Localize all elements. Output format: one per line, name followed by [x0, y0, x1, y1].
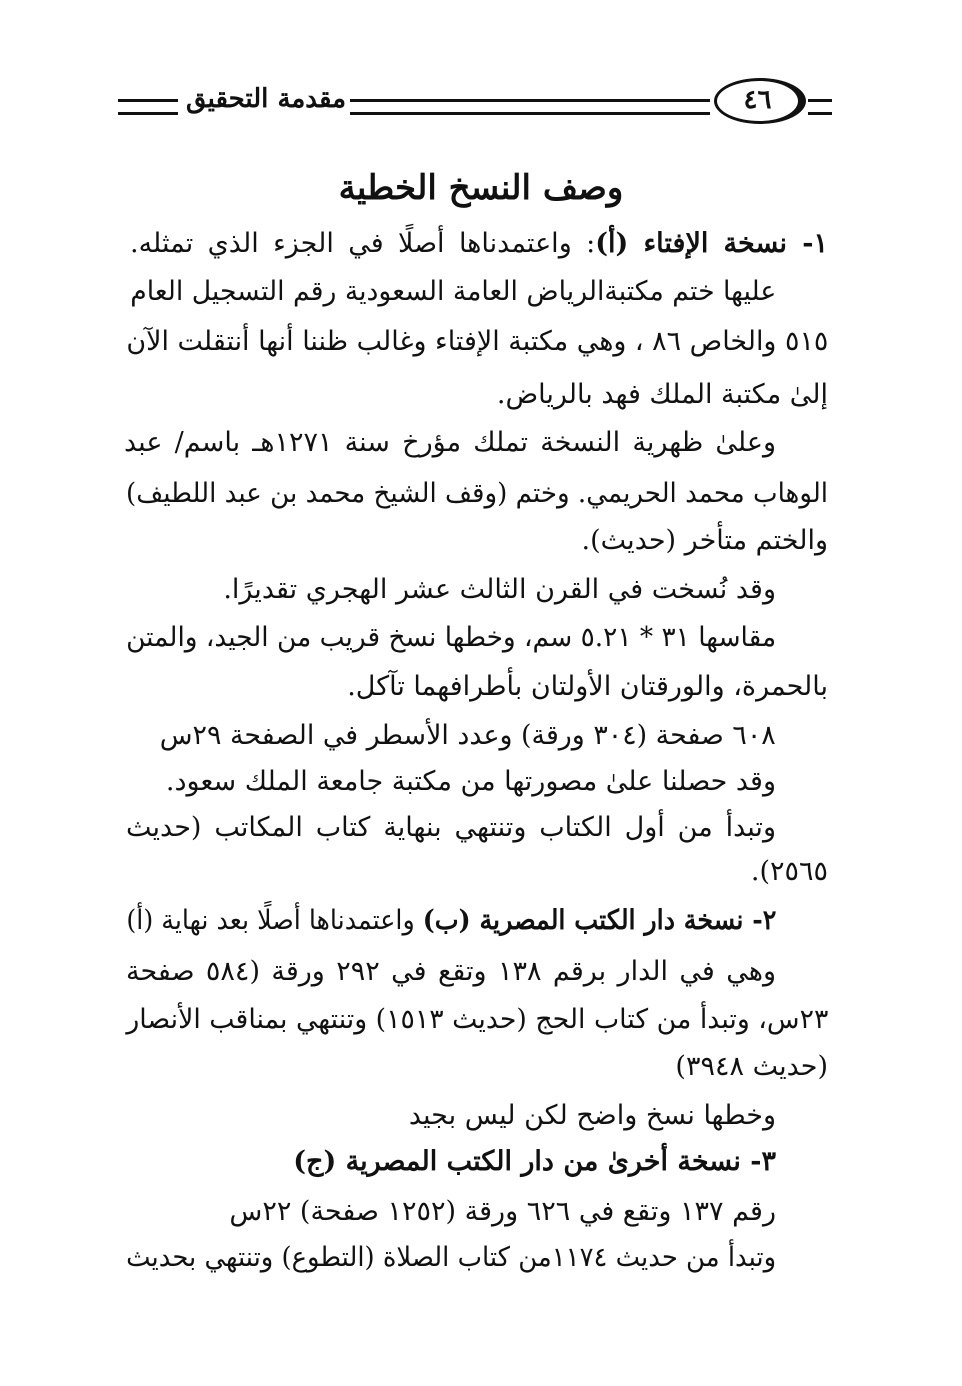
text-line	[293, 1142, 776, 1182]
header-rule-middle	[350, 99, 710, 115]
line-text: وتبدأ من أول الكتاب وتنتهي بنهاية كتاب المكاتب (حديث	[126, 812, 776, 843]
text-line	[126, 952, 776, 992]
text-line	[160, 716, 776, 756]
line-text: ٦٠٨ صفحة (٣٠٤ ورقة) وعدد الأسطر في الصفحة ٢٩س	[160, 720, 776, 751]
text-line	[126, 618, 776, 658]
text-line	[582, 521, 828, 561]
line-text: والختم متأخر (حديث).	[581, 525, 828, 556]
section-heading: وصف النسخ الخطية	[338, 168, 624, 208]
line-text: إلىٰ مكتبة الملك فهد بالرياض.	[496, 379, 828, 410]
text-line	[126, 901, 776, 941]
text-line	[751, 852, 828, 892]
text-line	[124, 423, 776, 463]
running-header	[118, 76, 832, 128]
text-line	[130, 224, 828, 264]
text-line	[229, 1192, 776, 1232]
text-line	[126, 808, 776, 848]
text-line	[497, 375, 828, 415]
line-text: وقد نُسخت في القرن الثالث عشر الهجري تقديرًا.	[223, 574, 776, 605]
line-text: وخطها نسخ واضح لكن ليس بجيد	[408, 1100, 776, 1131]
line-text: مقاسها ٣١ * ٥.٢١ سم، وخطها نسخ قريب من الجيد، والمتن	[126, 622, 776, 653]
text-line	[347, 667, 828, 707]
line-bold-lead: ٢- نسخة دار الكتب المصرية (ب)	[422, 905, 776, 936]
line-bold-lead: ١- نسخة الإفتاء (أ)	[595, 228, 828, 259]
line-text: عليها ختم مكتبةالرياض العامة السعودية رقم التسجيل العام	[130, 276, 776, 307]
header-rule-left	[118, 99, 178, 115]
text-line	[675, 1047, 828, 1087]
line-text: وقد حصلنا علىٰ مصورتها من مكتبة جامعة الملك سعود.	[165, 766, 776, 797]
running-title: مقدمة التحقيق	[185, 84, 347, 114]
line-text: : واعتمدناها أصلًا في الجزء الذي تمثله.	[130, 228, 596, 259]
header-rule-right	[808, 99, 832, 115]
page-number: ٤٦	[743, 85, 772, 115]
line-text: ٢٥٦٥).	[750, 856, 828, 887]
page-number-frame	[714, 78, 806, 124]
text-line	[126, 1000, 828, 1040]
text-line	[126, 474, 828, 514]
line-bold-lead: ٣- نسخة أخرىٰ من دار الكتب المصرية (ج)	[293, 1146, 776, 1177]
line-text: (حديث ٣٩٤٨)	[675, 1051, 828, 1082]
line-text: الوهاب محمد الحريمي. وختم (وقف الشيخ محمد بن عبد اللطيف)	[126, 478, 828, 509]
line-text: رقم ١٣٧ وتقع في ٦٢٦ ورقة (١٢٥٢ صفحة) ٢٢س	[229, 1196, 776, 1227]
text-line	[126, 1238, 776, 1278]
text-line	[166, 762, 776, 802]
line-text: بالحمرة، والورقتان الأولتان بأطرافهما تآكل.	[347, 671, 828, 702]
line-text: واعتمدناها أصلًا بعد نهاية (أ)	[126, 905, 423, 936]
text-line	[223, 570, 776, 610]
line-text: وهي في الدار برقم ١٣٨ وتقع في ٢٩٢ ورقة (٥٨٤ صفحة	[126, 956, 776, 987]
text-line	[126, 322, 828, 362]
line-text: وتبدأ من حديث ١١٧٤من كتاب الصلاة (التطوع) وتنتهي بحديث	[126, 1242, 776, 1273]
line-text: وعلىٰ ظهرية النسخة تملك مؤرخ سنة ١٢٧١هـ باسم/ عبد	[124, 427, 776, 458]
text-line	[130, 272, 776, 312]
line-text: ٢٣س، وتبدأ من كتاب الحج (حديث ١٥١٣) وتنتهي بمناقب الأنصار	[126, 1004, 828, 1035]
line-text: ٥١٥ والخاص ٨٦ ، وهي مكتبة الإفتاء وغالب ظننا أنها أنتقلت الآن	[126, 326, 828, 357]
text-line	[409, 1096, 776, 1136]
